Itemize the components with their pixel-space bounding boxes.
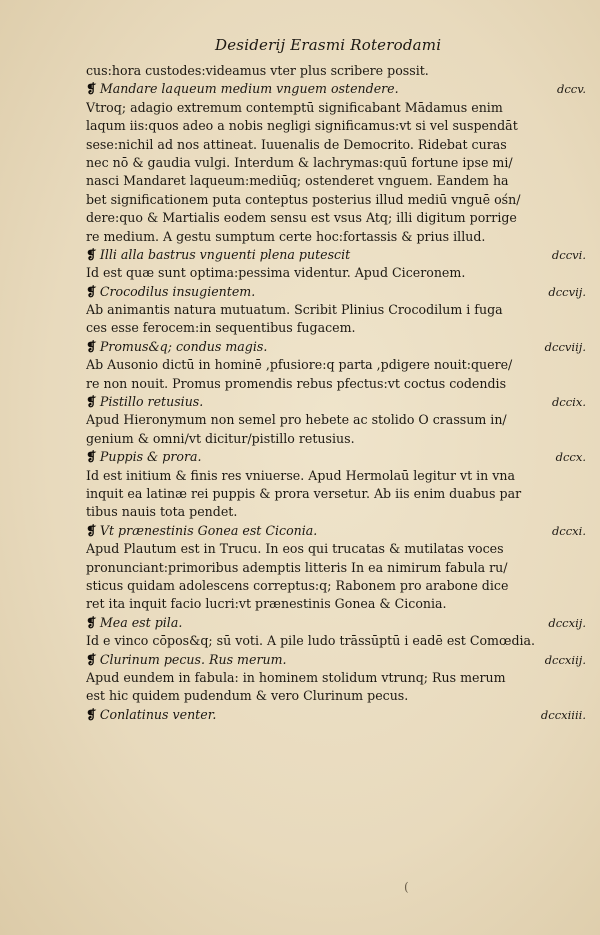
adage-number: dccxi. — [551, 523, 586, 538]
line-text: Ab animantis natura mutuatum. Scribit Plinius Crocodilum i fuga — [86, 302, 503, 318]
adage-heading-line — [86, 651, 586, 669]
paragraph-mark-icon: ❡ — [86, 614, 97, 630]
adage-title: Clurinum pecus. Rus merum. — [99, 651, 287, 667]
adage-number: dccviij. — [544, 339, 586, 354]
adage-heading-line — [86, 283, 586, 301]
adage-number: dccxiij. — [544, 652, 586, 667]
adage-number: dccvij. — [548, 284, 586, 299]
text-line — [86, 99, 586, 117]
adage-title: Puppis & prora. — [99, 449, 202, 465]
paragraph-mark-icon: ❡ — [86, 522, 97, 538]
paragraph-mark-icon: ❡ — [86, 449, 97, 465]
adage-number: dccxiiii. — [540, 707, 586, 722]
footer-mark: ( — [404, 880, 409, 894]
line-text: cus:hora custodes:videamus vter plus scribere possit. — [86, 63, 429, 78]
text-line — [86, 264, 586, 282]
adage-number: dccvi. — [551, 247, 586, 262]
paragraph-mark-icon: ❡ — [86, 283, 97, 299]
line-text: tibus nauis tota pendet. — [86, 504, 238, 520]
text-line — [86, 577, 586, 595]
text-line — [86, 209, 586, 227]
line-text: re medium. A gestu sumptum certe hoc:fortassis & prius illud. — [86, 228, 486, 244]
text-line — [86, 117, 586, 135]
text-line — [86, 172, 586, 190]
adage-heading-line — [86, 246, 586, 264]
line-text: laqum iis:quos adeo a nobis negligi significamus:vt si vel suspendāt — [86, 118, 518, 134]
line-text: ret ita inquit facio lucri:vt prænestinis Gonea & Ciconia. — [86, 596, 447, 612]
text-line — [86, 595, 586, 613]
line-text: Apud Hieronymum non semel pro hebete ac stolido O crassum in/ — [86, 412, 507, 428]
text-line — [86, 632, 586, 650]
text-line — [86, 301, 586, 319]
line-text: nasci Mandaret laqueum:mediūq; ostenderet vnguem. Eandem ha — [86, 173, 509, 189]
text-line — [86, 356, 586, 374]
text-line — [86, 319, 586, 337]
paragraph-mark-icon: ❡ — [86, 706, 97, 722]
line-text: genium & omni/vt dicitur/pistillo retusius. — [86, 430, 355, 446]
text-line — [86, 485, 586, 503]
text-line — [86, 154, 586, 172]
text-line — [86, 540, 586, 558]
text-line — [86, 559, 586, 577]
line-text: nec nō & gaudia vulgi. Interdum & lachrymas:quū fortune ipse mi/ — [86, 154, 513, 170]
adage-heading-line — [86, 80, 586, 98]
line-text: ces esse ferocem:in sequentibus fugacem. — [86, 320, 356, 336]
text-block — [86, 62, 586, 724]
line-text: Apud Plautum est in Trucu. In eos qui trucatas & mutilatas voces — [86, 541, 504, 557]
line-text: Apud eundem in fabula: in hominem stolidum vtrunq; Rus merum — [86, 669, 506, 685]
adage-heading-line — [86, 393, 586, 411]
text-line — [86, 687, 586, 705]
adage-number: dccix. — [551, 395, 586, 410]
line-text: est hic quidem pudendum & vero Clurinum pecus. — [86, 688, 409, 704]
adage-title: Illi alla bastrus vnguenti plena putescit — [99, 246, 351, 262]
adage-title: Mandare laqueum medium vnguem ostendere. — [99, 81, 399, 97]
paragraph-mark-icon: ❡ — [86, 338, 97, 354]
line-text: re non nouit. Promus promendis rebus pfectus:vt coctus codendis — [86, 375, 507, 391]
line-text: pronunciant:primoribus ademptis litteris In ea nimirum fabula ru/ — [86, 559, 508, 575]
adage-heading-line — [86, 614, 586, 632]
adage-number: dccv. — [556, 82, 586, 97]
text-line — [86, 467, 586, 485]
running-header: Desiderij Erasmi Roterodami — [215, 36, 442, 54]
paragraph-mark-icon: ❡ — [86, 246, 97, 262]
line-text: Vtroq; adagio extremum contemptū significabant Mādamus enim — [86, 99, 503, 115]
line-text: Ab Ausonio dictū in hominē ,pfusiore:q parta ,pdigere nouit:quere/ — [86, 357, 513, 373]
text-line — [86, 411, 586, 429]
line-text: Id est initium & finis res vniuerse. Apud Hermolaū legitur vt in vna — [86, 467, 516, 483]
text-line — [86, 136, 586, 154]
text-line — [86, 375, 586, 393]
adage-heading-line — [86, 338, 586, 356]
adage-heading-line — [86, 448, 586, 466]
text-line — [86, 191, 586, 209]
text-line — [86, 62, 586, 80]
line-text: sticus quidam adolescens correptus:q; Rabonem pro arabone dice — [86, 577, 509, 593]
adage-title: Vt prænestinis Gonea est Ciconia. — [99, 522, 318, 538]
adage-title: Promus&q; condus magis. — [99, 338, 268, 354]
text-line — [86, 669, 586, 687]
adage-heading-line — [86, 522, 586, 540]
line-text: Id est quæ sunt optima:pessima videntur. Apud Ciceronem. — [86, 265, 466, 281]
adage-heading-line — [86, 706, 586, 724]
text-line — [86, 430, 586, 448]
adage-title: Mea est pila. — [99, 614, 183, 630]
text-line — [86, 228, 586, 246]
adage-title: Pistillo retusius. — [99, 394, 204, 410]
line-text: Id e vinco cōpos&q; sū voti. A pile ludo trāssūptū i eadē est Comœdia. — [86, 633, 536, 649]
line-text: dere:quo & Martialis eodem sensu est vsus Atq; illi digitum porrige — [86, 210, 517, 226]
adage-title: Crocodilus insugientem. — [99, 283, 256, 299]
text-line — [86, 503, 586, 521]
line-text: bet significationem puta conteptus posterius illud mediū vnguē ośn/ — [86, 191, 521, 207]
paragraph-mark-icon: ❡ — [86, 394, 97, 410]
paragraph-mark-icon: ❡ — [86, 651, 97, 667]
line-text: inquit ea latinæ rei puppis & prora versetur. Ab iis enim duabus par — [86, 485, 522, 501]
paragraph-mark-icon: ❡ — [86, 81, 97, 97]
adage-number: dccxij. — [548, 615, 586, 630]
line-text: sese:nichil ad nos attineat. Iuuenalis de Democrito. Ridebat curas — [86, 136, 507, 152]
adage-title: Conlatinus venter. — [99, 706, 217, 722]
adage-number: dccx. — [555, 450, 586, 465]
